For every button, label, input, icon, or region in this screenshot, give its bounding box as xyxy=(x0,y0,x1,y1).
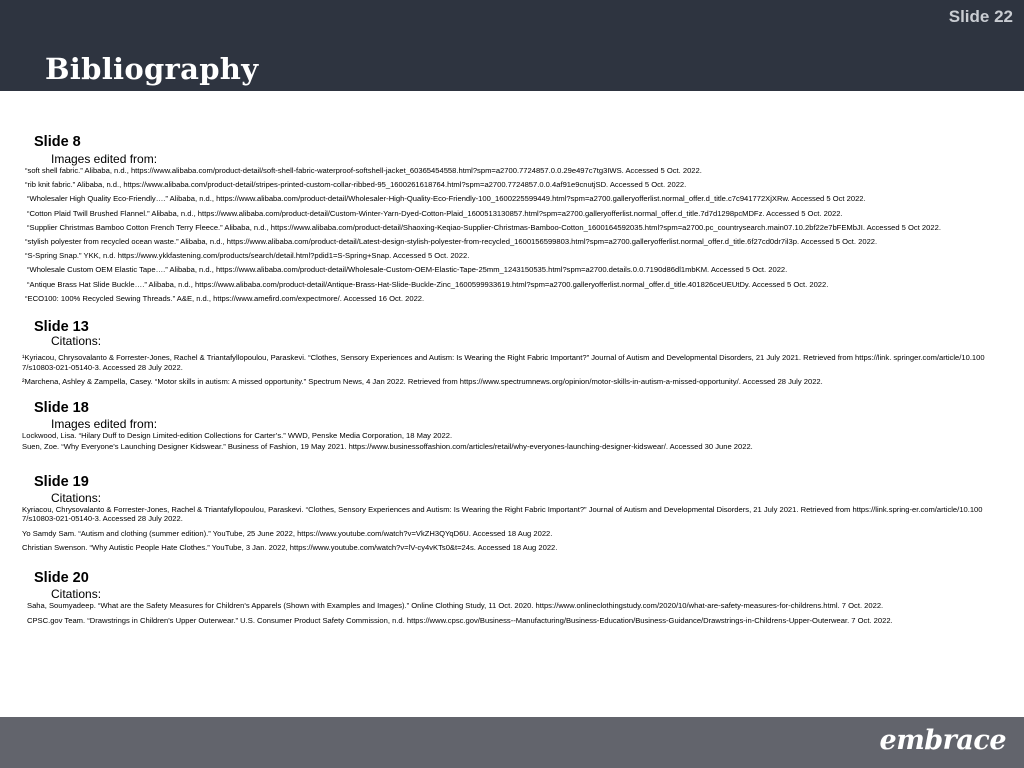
citation-entry: Kyriacou, Chrysovalanto & Forrester-Jones, Rachel & Triantafyllopoulou, Paraskevi. “Clothes, Sensory Experiences and Autism: Is Wearing the Right Fabric Important?” Journal of Autism and Developmental Disorders, 21 July 2021. Retrieved from https://link.spring-er.com/article/10.1007/s10803-021-05140-3. Accessed 28 July 2022. xyxy=(22,504,983,524)
section-slide-8 xyxy=(22,134,988,303)
citation-entry: Suen, Zoe. “Why Everyone’s Launching Designer Kidswear.” Business of Fashion, 19 May 2021. https://www.businessoffashion.com/articles/retail/why-everyones-launching-designer-kidswear/. Accessed 30 June 2022. xyxy=(22,442,753,452)
section-slide-19 xyxy=(22,474,988,553)
citation-entry: “stylish polyester from recycled ocean waste.” Alibaba, n.d., https://www.alibaba.com/product-detail/Latest-design-stylish-polyester-from-recycled_1600156599803.html?spm=a2700.galleryofferlist.normal_offer.d_title.6f27cd0dr7il3p. Accessed 5 Oct. 2022. xyxy=(25,236,878,246)
citation-entry: “Antique Brass Hat Slide Buckle….” Alibaba, n.d., https://www.alibaba.com/product-detail/Antique-Brass-Hat-Slide-Buckle-Zinc_1600599933619.html?spm=a2700.galleryofferlist.normal_offer.d_title.401826ceUEUtDy. Accessed 5 Oct. 2022. xyxy=(27,279,829,289)
slide-number: Slide 22 xyxy=(948,7,1013,26)
citation-entry: “S-Spring Snap.” YKK, n.d. https://www.ykkfastening.com/products/search/detail.html?pdid1=S-Spring+Snap. Accessed 5 Oct. 2022. xyxy=(25,251,470,261)
section-heading: Slide 8 xyxy=(34,134,81,150)
citation-entry: “soft shell fabric.” Alibaba, n.d., https://www.alibaba.com/product-detail/soft-shell-fabric-waterproof-softshell-jacket_60365454558.html?spm=a2700.7724857.0.0.29e497c7tg3IWS. Accessed 5 Oct. 2022. xyxy=(25,166,702,175)
bibliography-content xyxy=(22,134,988,630)
section-heading: Slide 19 xyxy=(34,473,89,490)
embrace-logo: embrace xyxy=(879,725,1006,756)
citation-entry: CPSC.gov Team. “Drawstrings in Children's Upper Outerwear.” U.S. Consumer Product Safety Commission, n.d. https://www.cpsc.gov/Business--Manufacturing/Business-Education/Business-Guidance/Drawstrings-in-Childrens-Upper-Outerwear. 7 Oct. 2022. xyxy=(27,615,893,625)
section-slide-13 xyxy=(22,319,988,386)
section-heading: Slide 13 xyxy=(34,319,89,336)
citation-entry: Christian Swenson. “Why Autistic People Hate Clothes.” YouTube, 3 Jan. 2022, https://www.youtube.com/watch?v=lV-cy4vKTs0&t=24s. Accessed 18 Aug 2022. xyxy=(22,542,558,552)
citation-entry: “Wholesaler High Quality Eco-Friendly….” Alibaba, n.d., https://www.alibaba.com/product-detail/Wholesaler-High-Quality-Eco-Friendly-100_1600225599449.html?spm=a2700.galleryofferlist.normal_offer.d_title.c7c941772XjXRw. Accessed 5 Oct 2022. xyxy=(27,194,866,204)
citation-entry: “Wholesale Custom OEM Elastic Tape….” Alibaba, n.d., https://www.alibaba.com/product-detail/Wholesale-Custom-OEM-Elastic-Tape-25mm_1243150535.html?spm=a2700.details.0.0.7190d86dl1mbKM. Accessed 5 Oct. 2022. xyxy=(27,265,788,275)
citation-entry: “Cotton Plaid Twill Brushed Flannel.” Alibaba, n.d., https://www.alibaba.com/product-detail/Custom-Winter-Yarn-Dyed-Cotton-Plaid_1600513130857.html?spm=a2700.galleryofferlist.normal_offer.d_title.7d7d1298pcMDFz. Accessed 5 Oct. 2022. xyxy=(27,208,843,218)
section-slide-20 xyxy=(22,570,988,625)
section-heading: Slide 20 xyxy=(34,570,89,587)
section-subheading: Citations: xyxy=(51,490,102,505)
citation-entry: “ECO100: 100% Recycled Sewing Threads.” A&E, n.d., https://www.amefird.com/expectmore/. Accessed 16 Oct. 2022. xyxy=(25,293,425,303)
section-subheading: Citations: xyxy=(51,587,102,602)
section-heading: Slide 18 xyxy=(34,399,89,416)
citation-entry: ¹Kyriacou, Chrysovalanto & Forrester-Jones, Rachel & Triantafyllopoulou, Paraskevi. “Clothes, Sensory Experiences and Autism: Is Wearing the Right Fabric Important?” Journal of Autism and Developmental Disorders, 21 July 2021. Retrieved from https://link. springer.com/article/10.1007/s10803-021-05140-3. Accessed 28 July 2022. xyxy=(22,353,985,372)
page-title: Bibliography xyxy=(45,52,259,86)
citation-entry: Saha, Soumyadeep. “What are the Safety Measures for Children's Apparels (Shown with Examples and Images).” Online Clothing Study, 11 Oct. 2020. https://www.onlineclothingstudy.com/2020/10/what-are-safety-measures-for-childrens.html. 7 Oct. 2022. xyxy=(27,601,884,611)
footer-bar xyxy=(0,717,1024,768)
section-slide-18 xyxy=(22,400,988,452)
section-subheading: Images edited from: xyxy=(51,416,158,431)
section-subheading: Images edited from: xyxy=(51,152,158,166)
citation-entry: “Supplier Christmas Bamboo Cotton French Terry Fleece.” Alibaba, n.d., https://www.alibaba.com/product-detail/Shaoxing-Keqiao-Supplier-Christmas-Bamboo-Cotton_1600164592035.html?spm=a2700.pc_countrysearch.main07.10.2bf22e7bFEMbJI. Accessed 5 Oct 2022. xyxy=(27,222,941,232)
citation-entry: ²Marchena, Ashley & Zampella, Casey. “Motor skills in autism: A missed opportunity.” Spectrum News, 4 Jan 2022. Retrieved from https://www.spectrumnews.org/opinion/motor-skills-in-autism-a-missed-opportunity/. Accessed 28 July 2022. xyxy=(22,377,823,387)
section-subheading: Citations: xyxy=(51,334,102,349)
citation-entry: “rib knit fabric.” Alibaba, n.d., https://www.alibaba.com/product-detail/stripes-printed-custom-collar-ribbed-95_1600261618764.html?spm=a2700.7724857.0.0.4af91e9cnutjSD. Accessed 5 Oct. 2022. xyxy=(25,180,687,190)
citation-entry: Lockwood, Lisa. “Hilary Duff to Design Limited-edition Collections for Carter’s.” WWD, Penske Media Corporation, 18 May 2022. xyxy=(22,430,453,440)
citation-entry: Yo Samdy Sam. “Autism and clothing (summer edition).” YouTube, 25 June 2022, https://www.youtube.com/watch?v=VkZH3QYqD6U. Accessed 18 Aug 2022. xyxy=(22,528,553,538)
